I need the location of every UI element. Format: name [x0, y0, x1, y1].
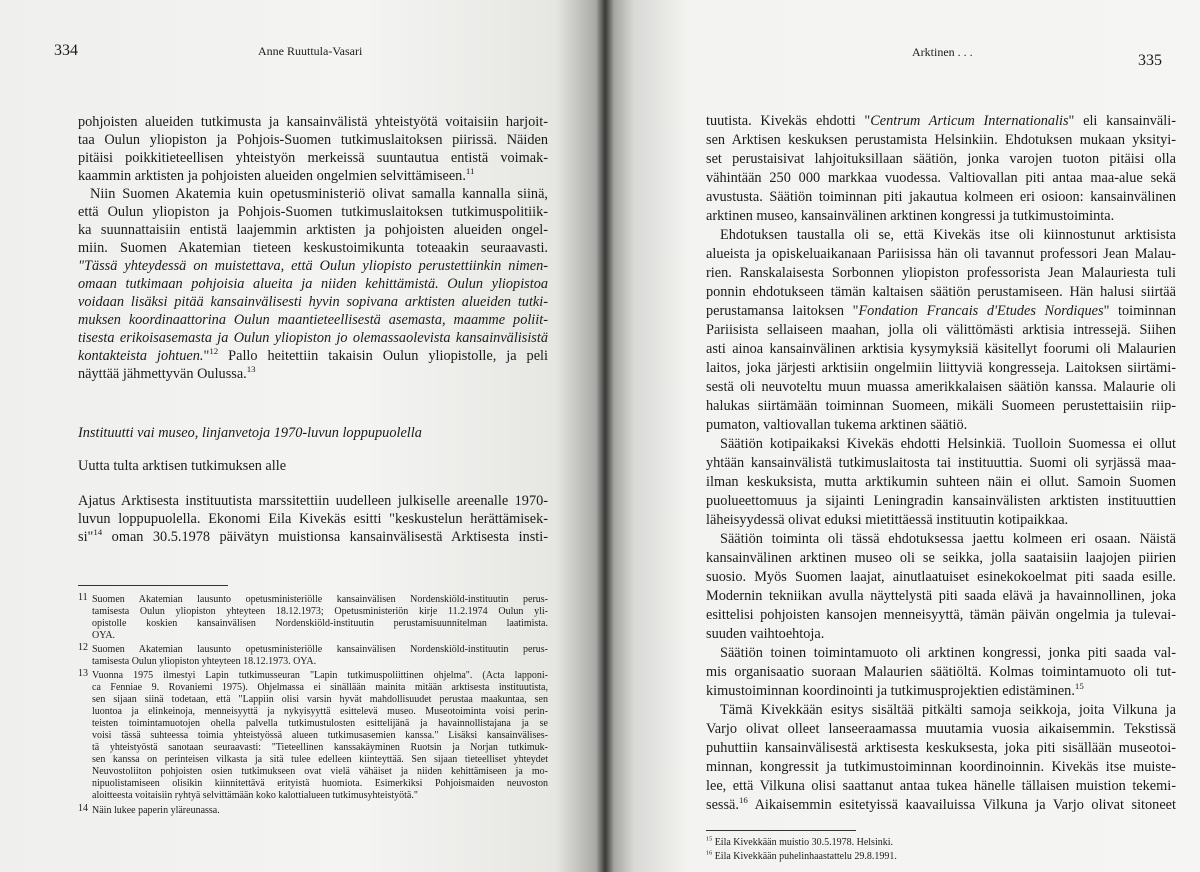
footnote-line: sen sijaan siinä todetaan, että "Lappiin olisi varsin hyvät mahdollisuudet perustaa maakuntaa, sen — [92, 694, 548, 705]
footnote-number: 14 — [78, 803, 88, 814]
footnote-line: nipuolistamiseen olisikin kiinnitettävä erityistä huomiota. Esimerkiksi Pohjoismaiden neuvoston — [92, 778, 548, 789]
page-number: 335 — [1138, 52, 1162, 69]
footnote-line: Suomen Akatemian lausunto opetusministeriölle kansainvälisen Nordenskiöld-instituutin perus- — [92, 644, 548, 655]
footnote-ref: 15 — [1074, 681, 1084, 692]
footnote-line: aloitteesta voitaisiin ryhtyä selvittämään koko kalottialueen tutkimusyhteistyötä." — [92, 790, 418, 801]
body-line: Ajatus Arktisesta instituutista marssitettiin uudelleen julkiselle areenalle 1970- — [78, 493, 548, 509]
section-heading: Instituutti vai museo, linjanvetoja 1970-luvun loppupuolella — [78, 425, 422, 441]
body-line: laitos, joka järjesti arktisiin ongelmiin liittyviä kongresseja. Laitoksen siirtämi- — [706, 360, 1176, 376]
body-line: Tämä Kivekkään esitys sisältää pitkälti samoja seikkoja, joita Vilkuna ja — [720, 702, 1176, 718]
footnote-ref: 14 — [93, 527, 103, 538]
body-line: halukas siirtämään toiminnan Suomeen, mikäli Suomeen perustettaisiin riip- — [706, 398, 1176, 414]
body-line: Ehdotuksen taustalla oli se, että Kivekäs itse oli kiinnostunut arktisista — [720, 227, 1176, 243]
body-line: arktinen museo, kansainvälinen arktinen kongressi ja tutkimustoiminta. — [706, 208, 1115, 224]
body-line: kontakteista johtuen."$^{12}$ Pallo heitettiin takaisin Oulun yliopistolle, ja peli — [78, 346, 548, 364]
quote-line: tisesta erikoisasemasta ja Oulun yliopiston jo olemassaolevista kansainvälisistä — [78, 330, 548, 346]
body-line: suosio. Myös Suomen laajat, ainutlaatuiset esinekokoelmat piti saada esille. — [706, 569, 1176, 585]
footnote-line: voisi tässä suhteessa toimia yhteistyössä alueen tutkimusasemien kanssa." Lisäksi kansainvälises- — [92, 730, 548, 741]
body-line: että Oulun yliopiston ja Pohjois-Suomen tutkimuslaitoksen tutkimuspolitiik- — [78, 204, 548, 220]
quote-line: voidaan lisäksi pitää kansainvälisesti hyvin sopivana arktisten alueiden tutki- — [78, 294, 548, 310]
body-line: Säätiön toiminta oli tässä ehdotuksessa jaettu kolmeen eri osaan. Näistä — [720, 531, 1176, 547]
footnote-line: tä yhteistyöstä sanotaan seuraavasti: "Tieteellinen kanssakäyminen Ruotsin ja Norjan tutkimuk- — [92, 742, 548, 753]
footnote-line: OYA. — [92, 630, 116, 641]
footnote-line: ca Fenniae 9. Rovaniemi 1975). Ohjelmassa ei sinällään mainita mitään arktisesta instituutista, — [92, 682, 548, 693]
body-line: puolueettomuus ja sijainti Leningradin kansainvälisten arktisten instituuttien — [706, 493, 1176, 509]
footnote-ref: 12 — [209, 346, 219, 357]
footnote-line: Suomen Akatemian lausunto opetusministeriölle kansainvälisen Nordenskiöld-instituutin perus- — [92, 594, 548, 605]
footnote-ref: 11 — [465, 166, 475, 177]
footnote-line: sen kanssa on perinteisen vilkasta ja sitä tulee edelleen kiinteyttää. Sen sijaan tieteelliset yhteydet — [92, 754, 548, 765]
body-line: miin. Suomen Akatemian tieteen keskustoimikunta toteaakin seuraavasti. — [78, 240, 548, 256]
page-number: 334 — [54, 42, 78, 59]
body-line: Säätiön toinen toimintamuoto oli arktinen kongressi, jonka piti saada val- — [720, 645, 1176, 661]
right-page — [604, 0, 1200, 872]
footnote-line: opistolle koskien kansainvälisen Nordenskiöld-instituutin perustamisuunnitelman laatimista. — [92, 618, 548, 629]
running-head: Arktinen . . . — [912, 45, 973, 59]
body-line: sestä oli neuvoteltu muun muassa amerikkalaisen säätiön kanssa. Malaurie oli — [706, 379, 1176, 395]
body-line: ponnin ehdotukseen tämän kaltaisen säätiön perustamiseen. Hän halusi siirtää — [706, 284, 1176, 300]
body-line: esittelisi pohjoisten kansojen menneisyyttä, tämän päivän ongelmia ja tulevai- — [706, 607, 1176, 623]
body-line: puhuttiin kansainvälisestä arktisesta keskuksesta, joka piti sisällään museotoi- — [706, 740, 1176, 756]
body-line: vähintään 250 000 markkaa vuodessa. Valtiovallan piti antaa maa-alue sekä — [706, 170, 1176, 186]
footnote-number: 11 — [78, 592, 88, 603]
body-line: luvun loppupuolella. Ekonomi Eila Kivekäs esitti "keskustelun herättämisek- — [78, 511, 548, 527]
body-line: sen Arktisen keskuksen perustamista Helsinkiin. Ehdotuksen mukaan yksityi- — [706, 132, 1176, 148]
body-line: pumaton, valtiovallan tukema arktinen säätiö. — [706, 417, 968, 433]
footnote-line: $^{16}$ Eila Kivekkään puhelinhaastattelu 29.8.1991. — [706, 849, 897, 862]
footnote-ref: 16 — [738, 795, 748, 806]
body-line: ka suunnattaisiin entistä laajemmin arktisten ja pohjoisten alueiden ongel- — [78, 222, 548, 238]
body-line: minnan, kongressit ja tutkimustoiminnan koordinoinnin. Kivekäs itse muiste- — [706, 759, 1176, 775]
footnote-rule — [78, 585, 228, 586]
body-line: ilman keskuksista, mutta arktikumin suhteen näin ei ollut. Samoin Suomen — [706, 474, 1176, 490]
body-line: Säätiön kotipaikaksi Kivekäs ehdotti Helsinkiä. Tuolloin Suomessa ei ollut — [720, 436, 1176, 452]
footnote-rule — [706, 830, 856, 831]
body-line: si"$^{14}$ oman 30.5.1978 päivätyn muistionsa kansainvälisestä Arktisesta insti- — [78, 527, 548, 545]
body-line: avustusta. Säätiön toiminnan piti jakautua kolmeen eri osioon: kansainvälinen — [706, 189, 1176, 205]
body-line: mis organisaatio suoraan Malaurien säätiöltä. Kolmas toimintamuoto oli tut- — [706, 664, 1176, 680]
body-line: kimustoiminnan koordinointi ja tutkimusprojektien edistäminen.$^{15}$ — [706, 681, 1084, 699]
body-line: pitäisi poikkitieteellisen yhteistyön merkeissä suuntautua entistä voimak- — [78, 150, 548, 166]
body-line: näyttää jähmettyvän Oulussa.$^{13}$ — [78, 364, 256, 382]
body-line: tuutista. Kivekäs ehdotti "Centrum Articum Internationalis" eli kansainväli- — [706, 113, 1176, 129]
body-line: läheisyydessä olivat eduksi mietittäessä instituutin kotipaikkaa. — [706, 512, 1069, 528]
body-line: kansainvälinen arktinen museo oli se seikka, jolla saataisiin laajojen piirien — [706, 550, 1176, 566]
body-line: taa Oulun yliopiston ja Pohjois-Suomen tutkimuslaitoksen piirissä. Näiden — [78, 132, 548, 148]
footnote-line: tamisesta Oulun yliopiston yhteyteen 18.12.1973; Opetusministeriön kirje 11.2.1974 Oulun yli- — [92, 606, 548, 617]
footnote-line: Vuonna 1975 ilmestyi Lapin tutkimusseuran "Lapin tutkimuspoliittinen ohjelma". (Acta lapponi- — [92, 670, 548, 681]
footnote-ref: 13 — [246, 364, 256, 375]
footnote-line: Näin lukee paperin yläreunassa. — [92, 805, 220, 816]
body-line: alueista ja opiskeluaikanaan Pariisissa hän oli tavannut professori Jean Malau- — [706, 246, 1176, 262]
subheading: Uutta tulta arktisen tutkimuksen alle — [78, 458, 287, 474]
running-head: Anne Ruuttula-Vasari — [258, 44, 363, 58]
body-line: Modernin tekniikan avulla näyttelystä piti saada elävä ja havainnollinen, joka — [706, 588, 1176, 604]
book-gutter — [596, 0, 614, 872]
body-line: suuden vaihtoehtoja. — [706, 626, 825, 642]
body-line: Varjo olivat olleet lanseeraamassa muutamia vuosia aikaisemmin. Tekstissä — [706, 721, 1176, 737]
footnote-line: tamisesta Oulun yliopiston yhteyteen 18.12.1973. OYA. — [92, 656, 317, 667]
body-line: Niin Suomen Akatemia kuin opetusministeriö olivat samalla kannalla siinä, — [90, 186, 548, 202]
quote-line: "Tässä yhteydessä on muistettava, että Oulun yliopisto perustettiinkin nimen- — [78, 258, 548, 274]
body-line: rien. Ranskalaisesta Sorbonnen yliopiston professorista Jean Malauriesta tuli — [706, 265, 1176, 281]
body-line: set perustaisivat lahjoituksillaan säätiön, jonka varojen tuoton pitäisi olla — [706, 151, 1176, 167]
body-line: pohjoisten alueiden tutkimusta ja kansainvälistä yhteistyötä voitaisiin harjoit- — [78, 114, 548, 130]
body-line: asti ainoa kansainvälinen arktisia kysymyksiä käsitellyt foorumi oli Malaurien — [706, 341, 1176, 357]
body-line: perustamansa laitoksen "Fondation Francais d'Etudes Nordiques" toiminnan — [706, 303, 1176, 319]
quote-line: omaan tutkimaan pohjoisia alueita ja niiden kehittämistä. Oulun yliopistoa — [78, 276, 548, 292]
body-line: Pariisista sellaiseen maahan, jolla oli välittömästi arktisia intressejä. Siihen — [706, 322, 1176, 338]
quote-line: muksen koordinaattorina Oulun maantieteellisestä asemasta, maamme poliit- — [78, 312, 548, 328]
body-line: kaammin arktisten ja pohjoisten alueiden ongelmien selvittämiseen.$^{11}$ — [78, 166, 475, 184]
footnote-number: 13 — [78, 668, 88, 679]
body-line: yhtään kansainvälistä tutkimuslaitosta tai instituuttia. Suomi oli syrjässä maa- — [706, 455, 1176, 471]
footnote-line: teisten toimintamuotojen ohella palvella tutkimustulosten esittelijänä ja havainnollistajana ja se — [92, 718, 548, 729]
body-line: sessä.$^{16}$ Aikaisemmin esitetyissä kaavailuissa Vilkuna ja Varjo olivat sitoneet — [706, 795, 1176, 813]
body-line: lee, että Vilkuna olisi saattanut antaa tukea hänelle tällaisen muistion tekemi- — [706, 778, 1176, 794]
footnote-number: 12 — [78, 642, 88, 653]
footnote-line: luontoa ja elinkeinoja, menneisyyttä ja nykyisyyttä esittelevä museo. Museotoiminta voisi perin- — [92, 706, 548, 717]
footnote-line: $^{15}$ Eila Kivekkään muistio 30.5.1978. Helsinki. — [706, 835, 893, 848]
footnote-line: Neuvostoliiton pohjoisten osien tutkimukseen ovat vielä vähäiset ja niiden kehittämiseen ja mo- — [92, 766, 548, 777]
